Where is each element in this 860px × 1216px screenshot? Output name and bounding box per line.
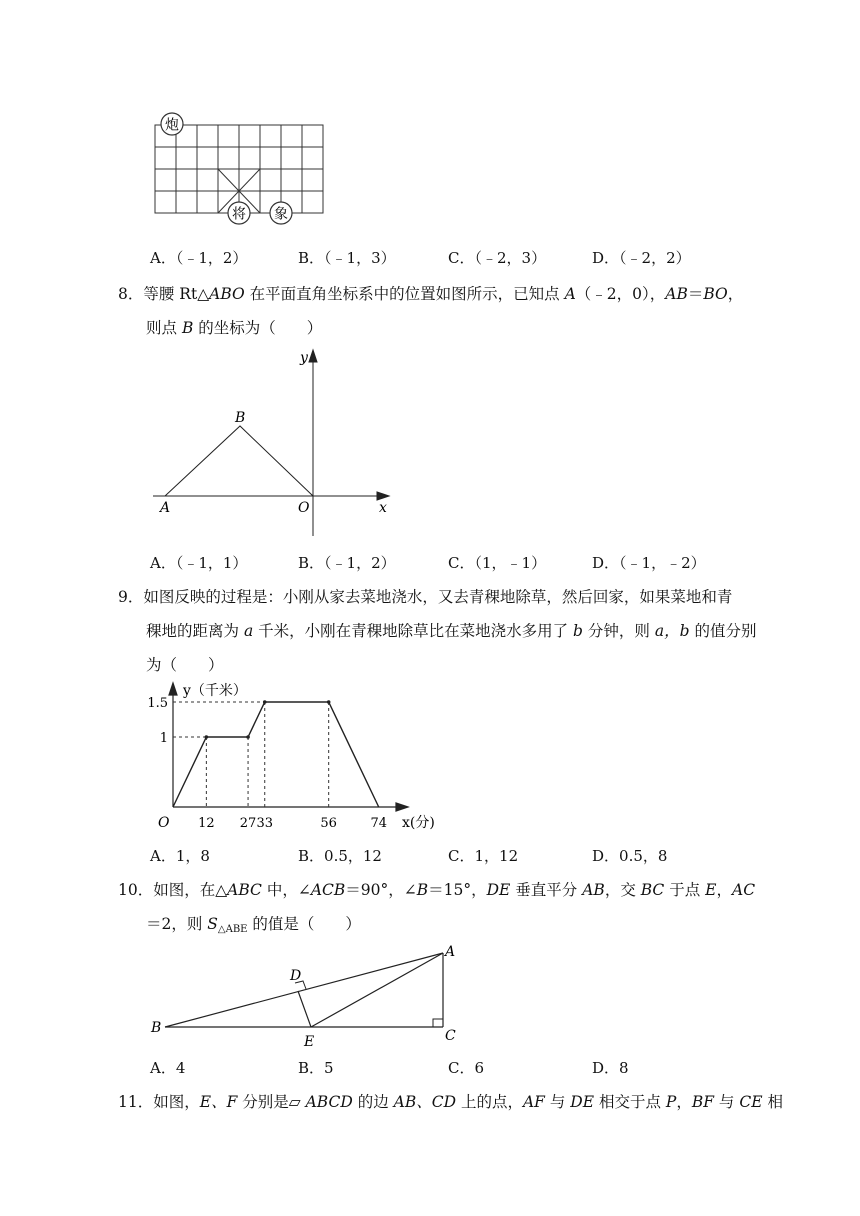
q10-option-b[interactable]: B．5	[298, 1059, 334, 1077]
q9-option-d[interactable]: D．0.5，8	[592, 847, 668, 865]
point-e-label: E	[304, 1034, 315, 1050]
x-tick-label: 12	[198, 816, 215, 831]
data-point	[327, 700, 331, 704]
y-tick-label: 1.5	[147, 696, 168, 711]
q7-option-a[interactable]: A．（﹣1，2）	[150, 249, 248, 267]
point-b-label: B	[235, 410, 246, 426]
q8-figure	[145, 340, 405, 540]
point-a-label: A	[160, 500, 171, 516]
segment-ae	[311, 953, 443, 1027]
y-axis-label: y	[300, 350, 308, 366]
q10-option-a[interactable]: A．4	[150, 1059, 186, 1077]
q9-line-2: 稞地的距离为 a 千米，小刚在青稞地除草比在菜地浇水多用了 b 分钟，则 a，b 的值分别	[146, 622, 757, 640]
svg-text:炮: 炮	[165, 117, 179, 134]
q9-option-b[interactable]: B．0.5，12	[298, 847, 382, 865]
q8-text	[118, 277, 744, 345]
x-axis-label: x	[379, 500, 387, 516]
x-tick-label: 56	[320, 816, 337, 831]
data-point	[263, 700, 267, 704]
q9-line-1: 9．如图反映的过程是：小刚从家去菜地浇水，又去青稞地除草，然后回家，如果菜地和青	[118, 588, 733, 606]
data-point	[205, 735, 209, 739]
q10-text	[118, 873, 756, 947]
q10-options	[0, 1057, 860, 1079]
q10-line-1: 10．如图，在△ABC 中，∠ACB＝90°，∠B＝15°，DE 垂直平分 AB，交 BC 于点 E，AC	[118, 881, 756, 899]
q8-line-2: 则点 B 的坐标为（ ）	[146, 319, 323, 337]
point-o-label: O	[298, 500, 310, 516]
q7-board-figure	[140, 110, 340, 235]
svg-text:将: 将	[232, 206, 246, 223]
q8-line-1: 8．等腰 Rt△ABO 在平面直角坐标系中的位置如图所示，已知点 A（﹣2，0），AB＝BO，	[118, 285, 744, 303]
y-tick-label: 1	[159, 731, 168, 746]
board-grid	[155, 125, 323, 213]
right-angle-c	[433, 1019, 443, 1027]
svg-text:象: 象	[274, 206, 288, 223]
q10-option-d[interactable]: D．8	[592, 1059, 629, 1077]
piece-xiang	[270, 202, 292, 224]
q9-line-3: 为（ ）	[146, 656, 224, 674]
x-tick-label: 74	[370, 816, 387, 831]
q9-distance-time-chart	[140, 675, 460, 835]
q10-option-c[interactable]: C．6	[448, 1059, 485, 1077]
point-b-label: B	[151, 1020, 162, 1036]
q9-series-line	[173, 702, 379, 807]
q8-option-c[interactable]: C．（1，﹣1）	[448, 554, 547, 572]
segment-de	[298, 991, 311, 1027]
q9-text	[118, 580, 757, 682]
q7-option-d[interactable]: D．（﹣2，2）	[592, 249, 691, 267]
x-tick-label: 33	[256, 816, 274, 831]
x-axis-arrow	[377, 492, 389, 500]
q8-option-a[interactable]: A．（﹣1，1）	[150, 554, 248, 572]
triangle-abo	[165, 426, 313, 496]
q8-options	[0, 552, 860, 574]
segment-ab	[165, 953, 443, 1027]
q9-origin-label: O	[158, 815, 170, 831]
q9-y-axis-label: y（千米）	[183, 683, 247, 699]
data-point	[246, 735, 250, 739]
point-d-label: D	[290, 968, 302, 984]
point-a-label: A	[445, 944, 456, 960]
q8-option-b[interactable]: B．（﹣1，2）	[298, 554, 396, 572]
q10-triangle-figure	[145, 940, 475, 1050]
q9-option-a[interactable]: A．1，8	[150, 847, 210, 865]
q9-option-c[interactable]: C．1，12	[448, 847, 519, 865]
point-c-label: C	[445, 1028, 456, 1044]
q9-x-axis-label: x(分)	[402, 815, 435, 831]
y-axis-arrow	[169, 683, 177, 695]
y-axis-arrow	[309, 350, 317, 362]
x-tick-label: 27	[239, 816, 257, 831]
x-axis-arrow	[396, 803, 408, 811]
q7-option-b[interactable]: B．（﹣1，3）	[298, 249, 396, 267]
q8-option-d[interactable]: D．（﹣1，﹣2）	[592, 554, 706, 572]
q11-line-1: 11．如图，E、F 分别是▱ ABCD 的边 AB、CD 上的点，AF 与 DE 相交于点 P，BF 与 CE 相	[118, 1093, 783, 1111]
piece-jiang	[228, 202, 250, 224]
piece-pao	[161, 113, 183, 135]
q10-line-2: ＝2，则 $S_{\triangle ABE}$ 的值是（ ）	[146, 915, 361, 935]
q11-text	[118, 1085, 783, 1119]
q7-option-c[interactable]: C．（﹣2，3）	[448, 249, 547, 267]
q9-options	[0, 845, 860, 867]
q7-options	[0, 247, 860, 269]
